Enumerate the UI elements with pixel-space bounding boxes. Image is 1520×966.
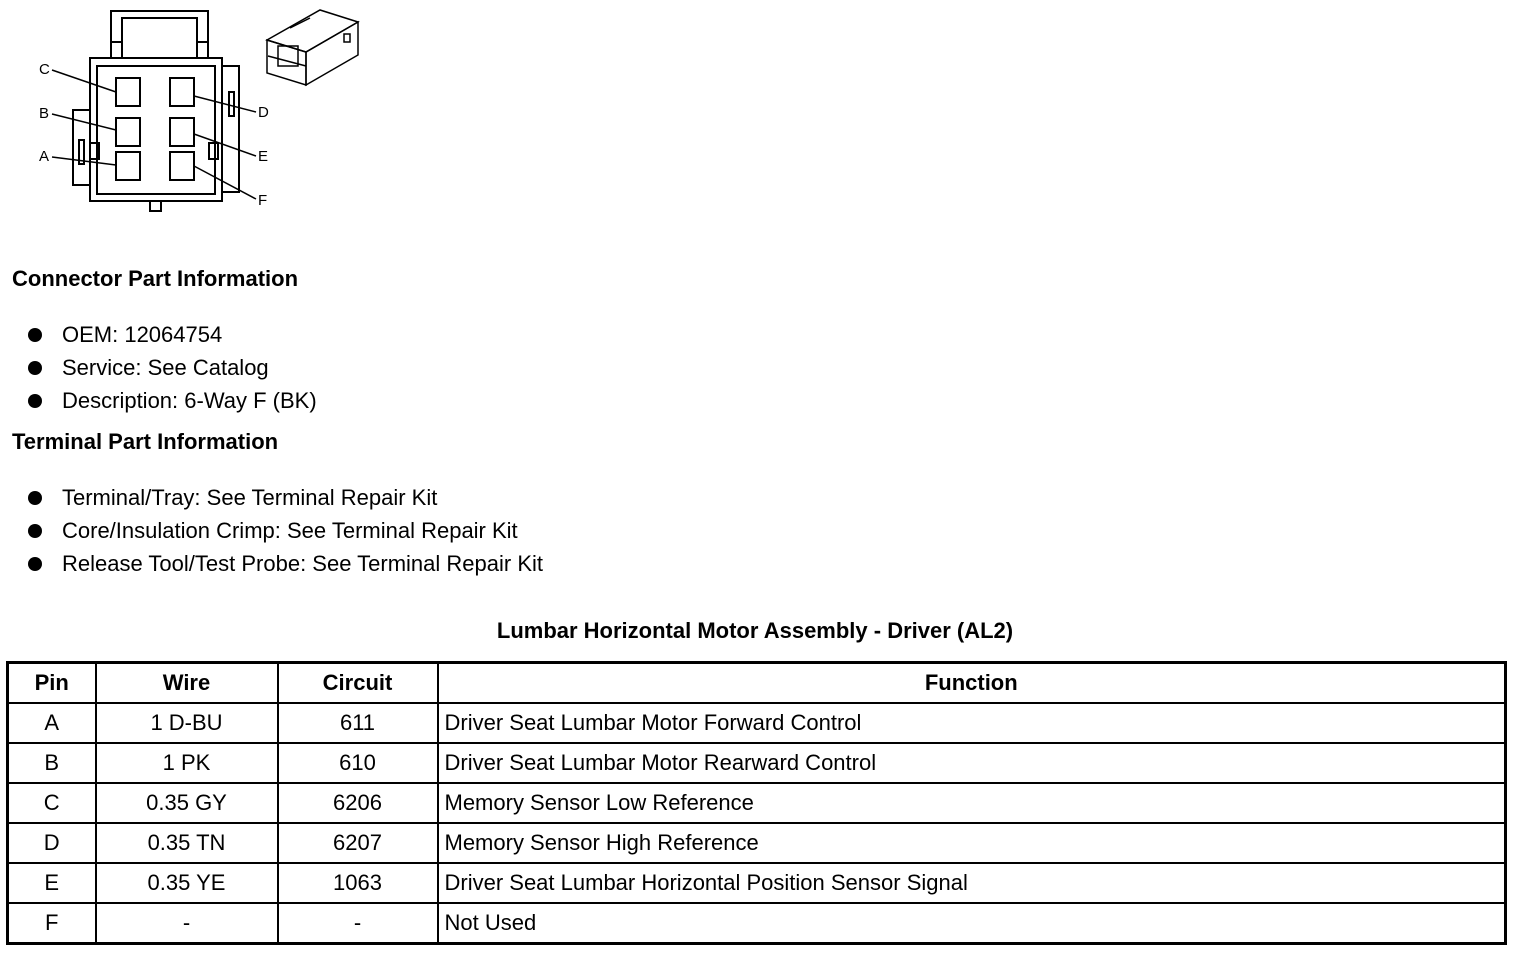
column-header-wire: Wire <box>96 663 278 704</box>
cell-pin: F <box>8 903 96 944</box>
table-row <box>8 903 1506 944</box>
cavity-d <box>170 78 194 106</box>
pinout-table <box>6 661 1507 945</box>
cell-wire: - <box>96 903 278 944</box>
table-row <box>8 863 1506 903</box>
pinout-table-title: Lumbar Horizontal Motor Assembly - Driver (AL2) <box>496 618 1014 643</box>
connector-info-heading: Connector Part Information <box>12 266 299 291</box>
connector-isometric-icon <box>267 10 358 85</box>
cell-wire: 0.35 GY <box>96 783 278 823</box>
column-header-circuit: Circuit <box>278 663 438 704</box>
pin-label-f: F <box>258 192 268 209</box>
pin-label-e: E <box>258 148 269 165</box>
cell-pin: C <box>8 783 96 823</box>
connector-face-diagram <box>0 0 380 225</box>
list-item: Description: 6-Way F (BK) <box>28 384 317 417</box>
terminal-info-list <box>28 481 543 580</box>
terminal-info-heading: Terminal Part Information <box>12 429 279 454</box>
cavity-e <box>170 118 194 146</box>
list-item: OEM: 12064754 <box>28 318 317 351</box>
pin-label-d: D <box>258 104 269 121</box>
bullet-icon <box>28 524 42 538</box>
column-header-pin: Pin <box>8 663 96 704</box>
list-item: Service: See Catalog <box>28 351 317 384</box>
cavity-a <box>116 152 140 180</box>
list-item: Terminal/Tray: See Terminal Repair Kit <box>28 481 543 514</box>
cavity-b <box>116 118 140 146</box>
table-header-row <box>8 663 1506 704</box>
cell-function: Driver Seat Lumbar Horizontal Position Sensor Signal <box>438 863 1506 903</box>
cell-circuit: 6207 <box>278 823 438 863</box>
column-header-function: Function <box>438 663 1506 704</box>
table-row <box>8 743 1506 783</box>
bullet-icon <box>28 394 42 408</box>
list-item: Core/Insulation Crimp: See Terminal Repair Kit <box>28 514 543 547</box>
table-row <box>8 703 1506 743</box>
cell-pin: E <box>8 863 96 903</box>
bullet-icon <box>28 361 42 375</box>
list-item: Release Tool/Test Probe: See Terminal Repair Kit <box>28 547 543 580</box>
cell-function: Memory Sensor High Reference <box>438 823 1506 863</box>
cell-function: Driver Seat Lumbar Motor Rearward Control <box>438 743 1506 783</box>
cell-pin: B <box>8 743 96 783</box>
bullet-icon <box>28 328 42 342</box>
cavity-c <box>116 78 140 106</box>
pin-label-c: C <box>39 61 50 78</box>
table-row <box>8 783 1506 823</box>
cavity-f <box>170 152 194 180</box>
pin-label-b: B <box>39 105 50 122</box>
cell-wire: 1 PK <box>96 743 278 783</box>
cell-function: Driver Seat Lumbar Motor Forward Control <box>438 703 1506 743</box>
cell-circuit: - <box>278 903 438 944</box>
connector-info-list <box>28 318 317 417</box>
cell-pin: A <box>8 703 96 743</box>
cell-circuit: 1063 <box>278 863 438 903</box>
cell-circuit: 611 <box>278 703 438 743</box>
cell-function: Not Used <box>438 903 1506 944</box>
bullet-icon <box>28 491 42 505</box>
cell-wire: 0.35 TN <box>96 823 278 863</box>
cell-function: Memory Sensor Low Reference <box>438 783 1506 823</box>
cell-pin: D <box>8 823 96 863</box>
cell-wire: 0.35 YE <box>96 863 278 903</box>
cell-circuit: 6206 <box>278 783 438 823</box>
table-row <box>8 823 1506 863</box>
cell-circuit: 610 <box>278 743 438 783</box>
cell-wire: 1 D-BU <box>96 703 278 743</box>
bullet-icon <box>28 557 42 571</box>
pin-label-a: A <box>39 148 50 165</box>
